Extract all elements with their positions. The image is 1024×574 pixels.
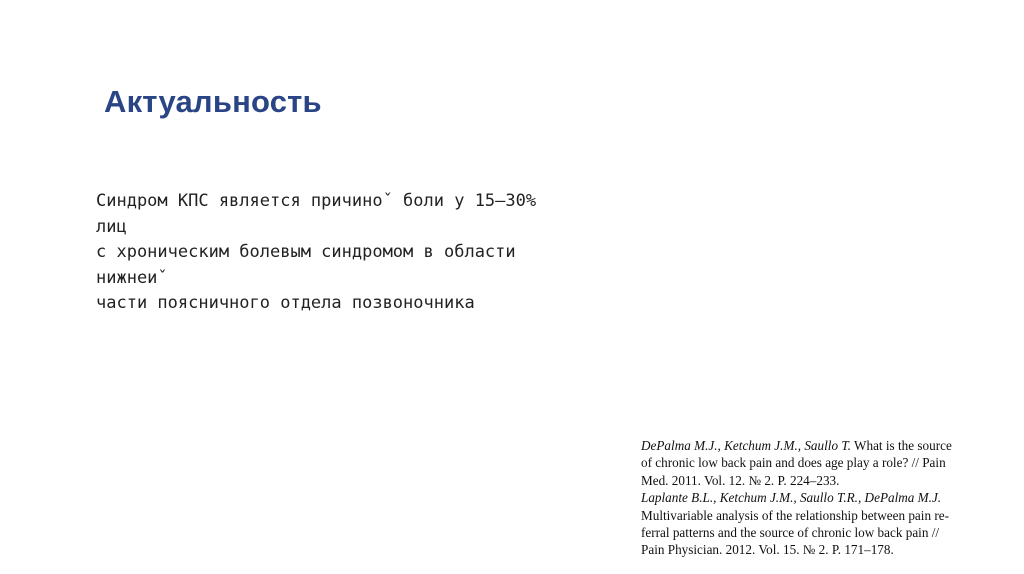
reference-2-line-2: Multivariable analysis of the relationship between pain re- [641,507,949,523]
reference-2-line-3: ferral patterns and the source of chronic low back pain // [641,525,940,541]
body-line: Синдром КПС является причиноˇ боли у 15–30% [96,191,537,211]
body-line: лиц [96,216,127,237]
slide-title: Актуальность [104,84,322,119]
reference-1-authors: DePalma M.J., Ketchum J.M., Saullo T. [641,438,851,453]
body-line: нижнеиˇ [96,267,168,288]
reference-1-title-start: What is the source [850,438,952,453]
reference-1-line-2: of chronic low back pain and does age play a role? // Pain [641,455,946,471]
body-line: с хроническим болевым синдромом в области [96,242,516,262]
reference-1-line-1 [641,437,1011,454]
reference-2-authors: Laplante B.L., Ketchum J.M., Saullo T.R., DePalma M.J. [641,490,942,506]
reference-2-line-4: Pain Physician. 2012. Vol. 15. № 2. P. 171–178. [641,542,894,558]
body-text [96,189,696,317]
reference-1-line-3: Med. 2011. Vol. 12. № 2. P. 224–233. [641,472,840,488]
references [641,437,1011,559]
body-line: части поясничного отдела позвоночника [96,293,475,313]
